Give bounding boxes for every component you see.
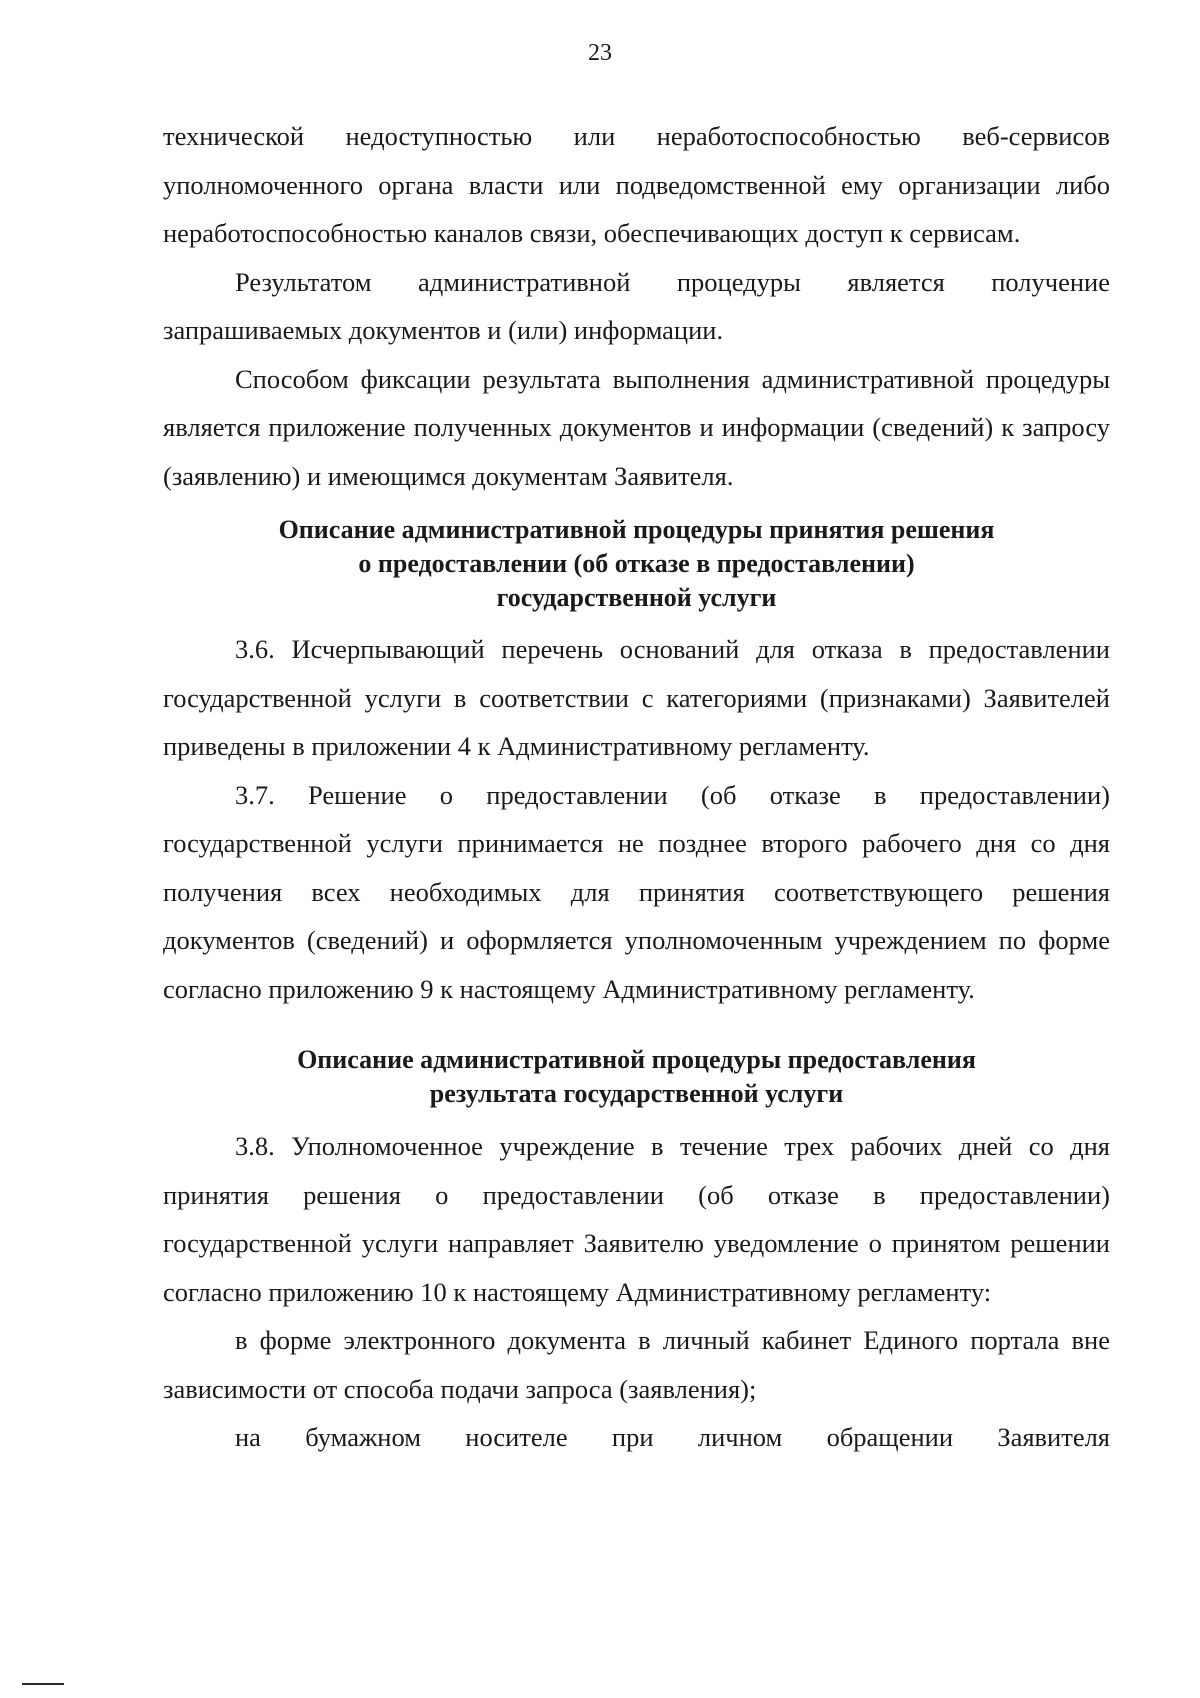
paragraph-3-7: 3.7. Решение о предоставлении (об отказе в предоставлении) государственной услуги принимается не позднее второго рабочего дня со дня получения всех необходимых для принятия соответствующего решения документов (сведений) и оформляется уполномоченным учреждением по форме согласно приложению 9 к настоящему Административному регламенту. <box>163 779 1110 1004</box>
heading-line: результата государственной услуги <box>429 1079 844 1108</box>
paragraph-result-recording: Способом фиксации результата выполнения административной процедуры является приложение полученных документов и информации (сведений) к запросу (заявлению) и имеющимся документам Заявителя. <box>163 363 1110 491</box>
paragraph-procedure-result: Результатом административной процедуры является получение запрашиваемых документов и (или) информации. <box>163 266 1110 345</box>
page-number: 23 <box>588 40 612 66</box>
section-heading-result-delivery <box>163 1043 1110 1111</box>
footer-rule <box>22 1683 64 1685</box>
section-heading-decision <box>163 513 1110 615</box>
heading-line: о предоставлении (об отказе в предоставлении) <box>358 549 915 578</box>
heading-line: Описание административной процедуры принятия решения <box>278 515 995 544</box>
paragraph-3-8: 3.8. Уполномоченное учреждение в течение трех рабочих дней со дня принятия решения о предоставлении (об отказе в предоставлении) государственной услуги направляет Заявителю уведомление о принятом решении согласно приложению 10 к настоящему Административному регламенту: <box>163 1131 1110 1307</box>
paragraph-electronic-form: в форме электронного документа в личный кабинет Единого портала вне зависимости от способа подачи запроса (заявления); <box>163 1325 1110 1404</box>
paragraph-web-services: технической недоступностью или неработоспособностью веб-сервисов уполномоченного органа власти или подведомственной ему организации либо неработоспособностью каналов связи, обеспечивающих доступ к сервисам. <box>163 121 1110 248</box>
document-body <box>163 112 1110 1462</box>
heading-line: государственной услуги <box>496 583 777 612</box>
heading-line: Описание административной процедуры предоставления <box>297 1045 976 1074</box>
paragraph-3-6: 3.6. Исчерпывающий перечень оснований для отказа в предоставлении государственной услуги в соответствии с категориями (признаками) Заявителей приведены в приложении 4 к Административному регламенту. <box>163 634 1110 761</box>
paragraph-paper-form: на бумажном носителе при личном обращении Заявителя <box>235 1422 1110 1452</box>
